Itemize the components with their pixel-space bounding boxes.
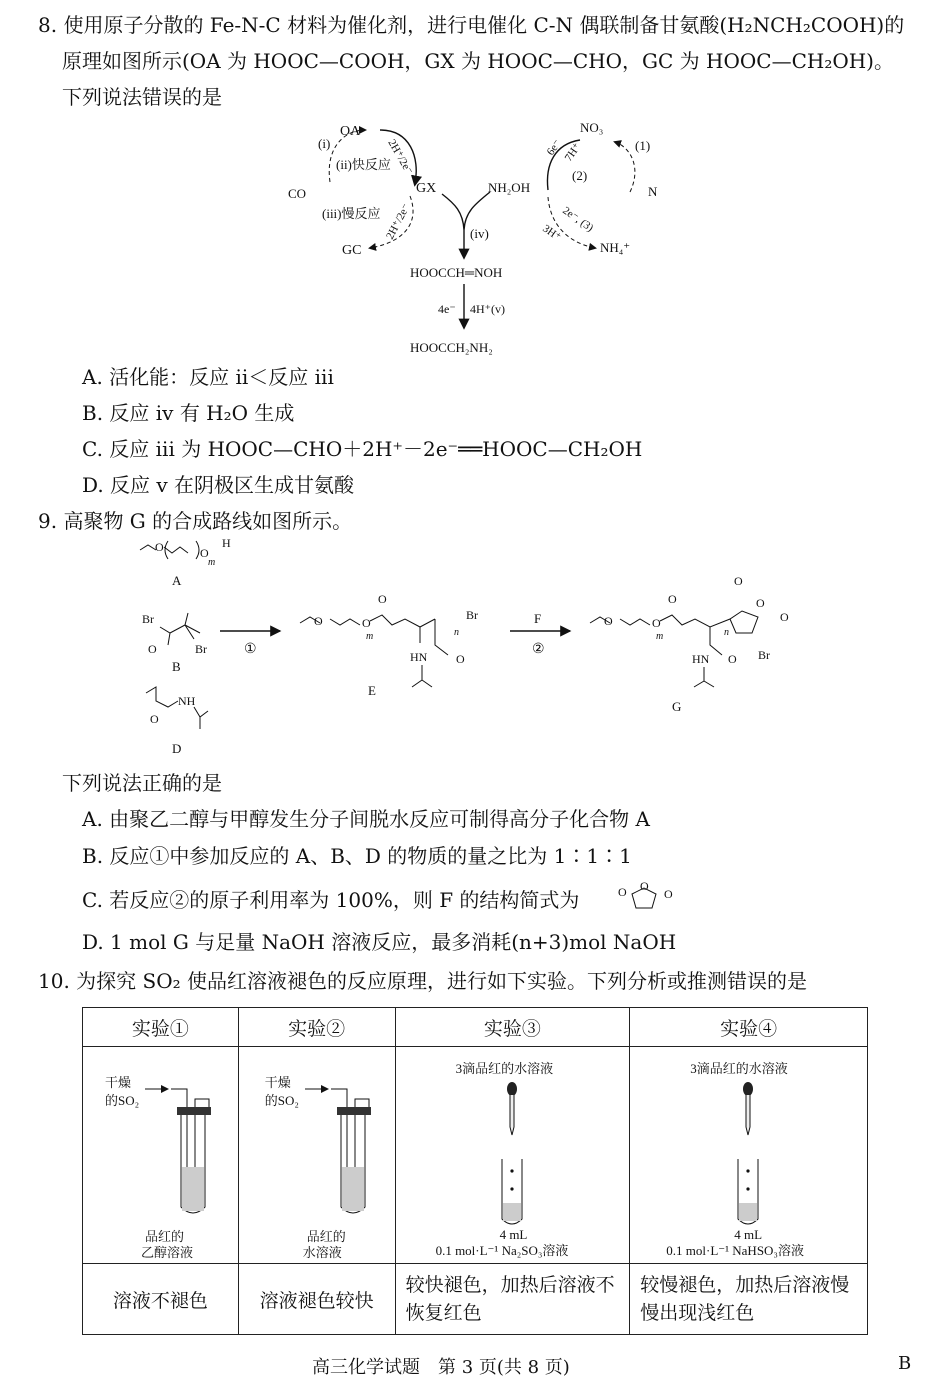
e-br: Br <box>466 608 478 622</box>
b-o: O <box>148 642 157 656</box>
diag-oxime: HOOCCH═NOH <box>410 265 503 280</box>
label-d: D <box>172 741 182 756</box>
dropper-tube-3 <box>492 1079 532 1227</box>
header-exp4: 实验④ <box>630 1008 868 1047</box>
header-exp3: 实验③ <box>395 1008 630 1047</box>
q9-option-a: A. 由聚乙二醇与甲醇发生分子间脱水反应可制得高分子化合物 A <box>82 807 650 831</box>
g-m: m <box>656 631 664 642</box>
d-o: O <box>150 712 159 726</box>
diag-n2: N <box>648 184 658 199</box>
g-o1: O <box>604 614 613 628</box>
label-g: G <box>672 699 682 714</box>
q8-stem-line1: 8. 使用原子分散的 Fe-N-C 材料为催化剂，进行电催化 C-N 偶联制备甘氨酸(H₂NCH₂COOH)的 <box>38 13 905 37</box>
diag-co2: CO <box>288 186 307 201</box>
diag-v-right: 4H⁺(v) <box>470 302 505 316</box>
result-exp4: 较慢褪色，加热后溶液慢慢出现浅红色 <box>630 1264 868 1335</box>
diag-i: (i) <box>318 136 331 151</box>
q9-option-c: C. 若反应②的原子利用率为 100%，则 F 的结构简式为 <box>82 888 580 912</box>
diag-oa: OA <box>340 124 361 139</box>
a-o2: O <box>200 546 209 560</box>
diag-6e: 6e⁻ <box>544 137 564 158</box>
drops-label-3: 3滴品红的水溶液 <box>455 1061 554 1076</box>
a-o1: O <box>155 540 164 554</box>
q8-option-b: B. 反应 iv 有 H₂O 生成 <box>82 401 295 425</box>
label-b: B <box>172 659 181 674</box>
reagent-label-4: 0.1 mol·L⁻¹ NaHSO₃溶液 <box>666 1243 804 1258</box>
g-o5: O <box>756 596 765 610</box>
diag-h2e-bot: 2H⁺/2e⁻ <box>384 201 413 242</box>
result-exp2: 溶液褪色较快 <box>238 1264 395 1335</box>
diag-nh2oh: NH₂OH <box>488 180 531 195</box>
diag-no3: NO₃ <box>580 120 604 135</box>
diag-ii: (ii)快反应 <box>336 157 391 172</box>
g-o3: O <box>668 592 677 606</box>
dry-label-2: 干燥 <box>264 1075 291 1090</box>
dry-label-1: 干燥 <box>105 1075 132 1090</box>
anhydride-o2: O <box>640 879 649 893</box>
apparatus-exp4 <box>630 1047 868 1264</box>
d-nh: NH <box>178 694 196 708</box>
e-m: m <box>366 631 374 642</box>
label-a: A <box>172 573 182 588</box>
q8-stem-line3: 下列说法错误的是 <box>62 85 222 109</box>
paper-version: B <box>898 1353 912 1374</box>
diag-h2e-top: 2H⁺/2e⁻ <box>385 137 416 177</box>
soln-label-1b: 乙醇溶液 <box>141 1245 194 1260</box>
e-o2: O <box>362 616 371 630</box>
header-exp1: 实验① <box>83 1008 239 1047</box>
q8-reaction-diagram <box>270 112 690 362</box>
diag-r1: (1) <box>635 138 651 153</box>
diag-iii: (iii)慢反应 <box>322 206 381 221</box>
b-br2: Br <box>195 642 207 656</box>
e-o4: O <box>456 652 465 666</box>
apparatus-exp3 <box>395 1047 630 1264</box>
g-n: n <box>724 627 729 638</box>
header-exp2: 实验② <box>238 1008 395 1047</box>
q8-stem-line2: 原理如图所示(OA 为 HOOC—COOH，GX 为 HOOC—CHO，GC 为 HOOC—CH₂OH)。 <box>62 49 894 73</box>
anhydride-o1: O <box>618 885 627 899</box>
diag-7h: 7H⁺ <box>562 141 584 164</box>
g-hn: HN <box>692 652 710 666</box>
vol-label-4: 4 mL <box>734 1227 763 1242</box>
diag-nh4: NH₄⁺ <box>600 240 631 255</box>
dropper-tube-4 <box>728 1079 768 1227</box>
e-hn: HN <box>410 650 428 664</box>
apparatus-exp1 <box>83 1047 239 1264</box>
soln-label-2b: 水溶液 <box>302 1245 342 1260</box>
result-exp1: 溶液不褪色 <box>83 1264 239 1335</box>
e-o3: O <box>378 592 387 606</box>
result-exp3: 较快褪色，加热后溶液不恢复红色 <box>395 1264 630 1335</box>
g-o6: O <box>780 610 789 624</box>
diag-r2: (2) <box>572 168 588 183</box>
q9-stem: 9. 高聚物 G 的合成路线如图所示。 <box>38 509 353 533</box>
drops-label-4: 3滴品红的水溶液 <box>690 1061 788 1076</box>
diag-glycine: HOOCCH₂NH₂ <box>410 340 493 355</box>
gas-tube-2 <box>303 1077 383 1227</box>
experiment-table <box>82 1007 868 1335</box>
q8-option-c: C. 反应 iii 为 HOOC—CHO＋2H⁺－2e⁻══HOOC—CH₂OH <box>82 437 643 461</box>
diag-r3: 2e⁻, (3) <box>560 204 596 235</box>
gas-tube-1 <box>143 1077 223 1227</box>
g-o2: O <box>652 616 661 630</box>
soln-label-1a: 品红的 <box>145 1229 185 1244</box>
succinic-anhydride-structure <box>612 878 692 918</box>
g-o4: O <box>734 574 743 588</box>
q9-option-b: B. 反应①中参加反应的 A、B、D 的物质的量之比为 1∶1∶1 <box>82 844 632 868</box>
e-n: n <box>454 627 459 638</box>
anhydride-o3: O <box>664 887 673 901</box>
a-m: m <box>208 557 216 568</box>
q9-synthesis-route <box>130 535 830 770</box>
q8-option-d: D. 反应 v 在阴极区生成甘氨酸 <box>82 473 355 497</box>
step-1: ① <box>244 642 257 657</box>
q10-stem: 10. 为探究 SO₂ 使品红溶液褪色的反应原理，进行如下实验。下列分析或推测错误的是 <box>38 969 807 993</box>
vol-label-3: 4 mL <box>499 1227 528 1242</box>
q8-option-a: A. 活化能：反应 ii＜反应 iii <box>82 365 334 389</box>
diag-gx: GX <box>416 181 437 196</box>
diag-iv: (iv) <box>470 226 489 241</box>
so2-label-2: 的SO₂ <box>264 1093 299 1108</box>
diag-v-left: 4e⁻ <box>438 302 456 316</box>
a-h: H <box>222 536 231 550</box>
g-br: Br <box>758 648 770 662</box>
q9-option-d: D. 1 mol G 与足量 NaOH 溶液反应，最多消耗(n+3)mol NaOH <box>82 930 677 954</box>
label-e: E <box>368 683 376 698</box>
soln-label-2a: 品红的 <box>306 1229 346 1244</box>
g-o7: O <box>728 652 737 666</box>
reagent-label-3: 0.1 mol·L⁻¹ Na₂SO₃溶液 <box>435 1243 569 1258</box>
apparatus-exp2 <box>238 1047 395 1264</box>
e-o1: O <box>314 614 323 628</box>
b-br1: Br <box>142 612 154 626</box>
step-2: ② <box>532 642 545 657</box>
page-footer: 高三化学试题 第 3 页(共 8 页) <box>312 1357 570 1378</box>
q9-question: 下列说法正确的是 <box>62 771 222 795</box>
diag-3h: 3H⁺ <box>540 222 563 244</box>
reagent-f: F <box>534 611 542 626</box>
so2-label-1: 的SO₂ <box>105 1093 140 1108</box>
diag-gc: GC <box>342 243 362 258</box>
